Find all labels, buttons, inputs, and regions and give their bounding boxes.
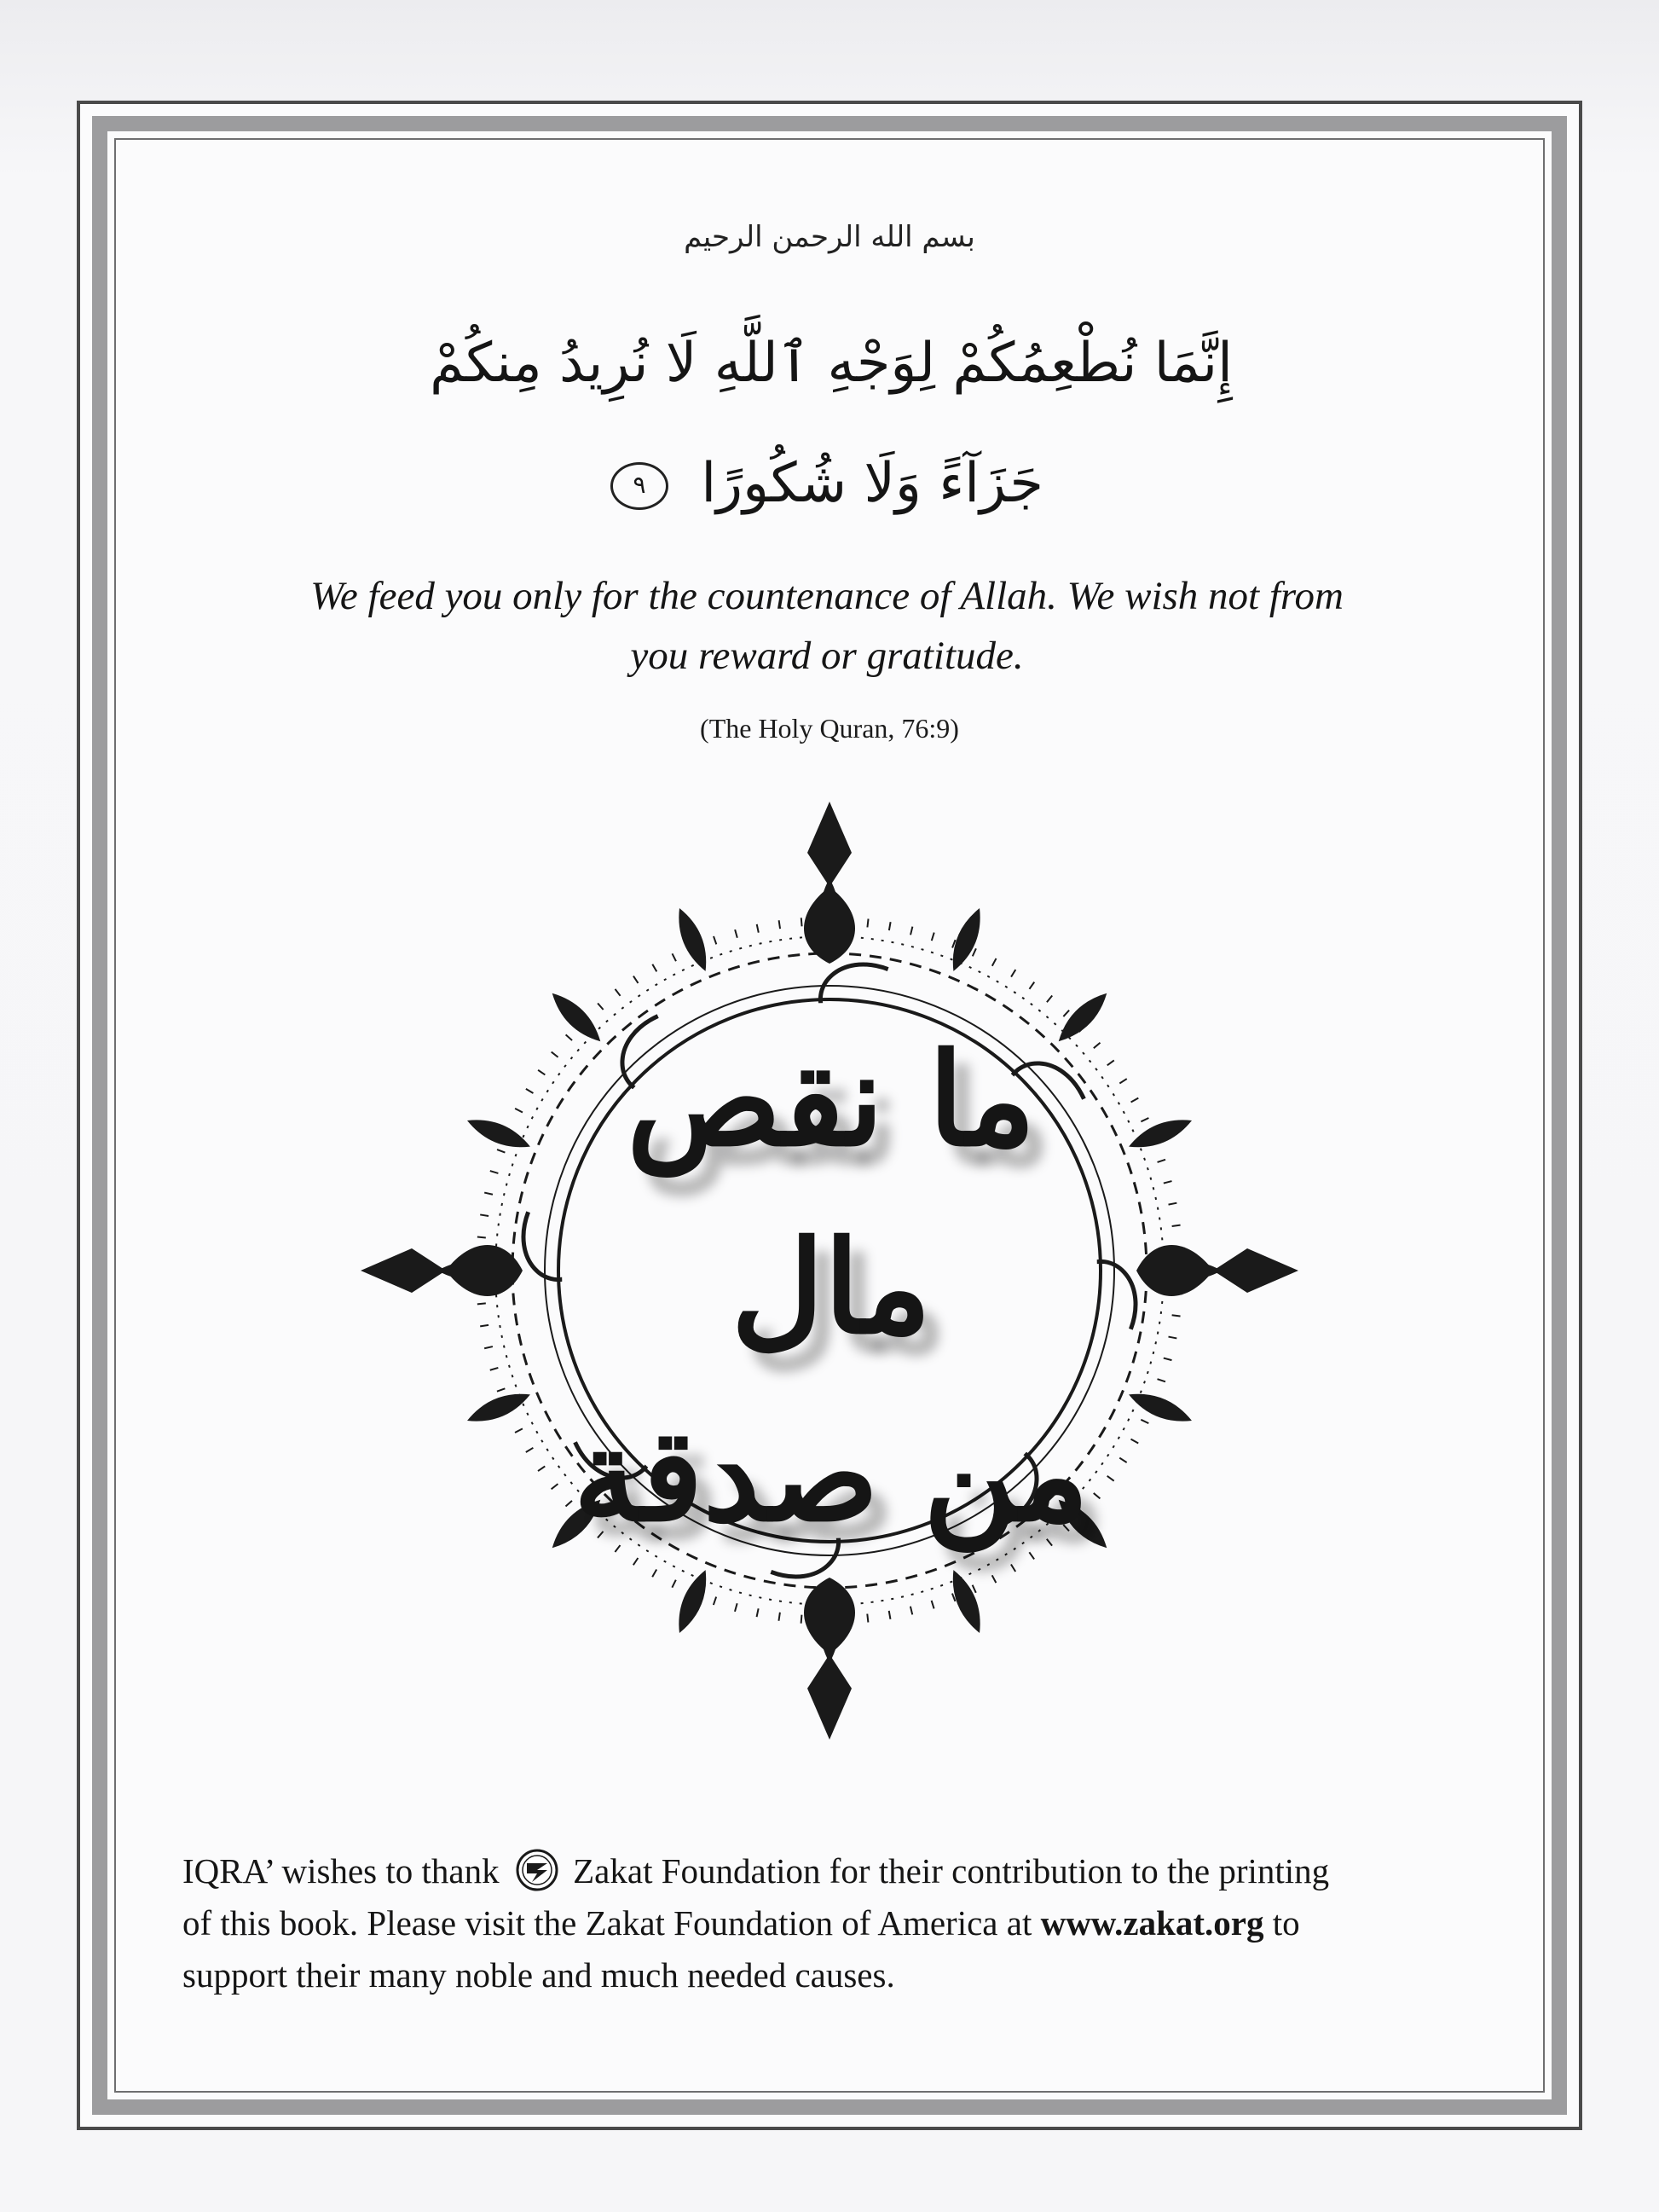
translation-line-2: you reward or gratitude. (630, 634, 1024, 678)
acknowledgement-paragraph (182, 1845, 1512, 2001)
arabic-calligraphy (554, 1006, 1108, 1550)
verse-translation (230, 566, 1424, 686)
calligraphy-line-2: من صدقة (573, 1400, 1090, 1550)
acknowledgement-text-after-logo: Zakat Foundation for their contribution to the printing (573, 1851, 1330, 1891)
calligraphy-line-1: ما نقص مال (627, 1025, 1036, 1363)
quran-verse-line-2 (546, 452, 1108, 515)
zakat-foundation-logo-icon (515, 1848, 559, 1892)
quran-verse-line-2-text: جَزَآءً وَلَا شُكُورًا (701, 452, 1043, 515)
ayah-number-marker: ٩ (610, 462, 668, 510)
translation-line-1: We feed you only for the countenance of Allah. We wish not from (310, 574, 1344, 618)
zakat-website-link[interactable]: www.zakat.org (1040, 1903, 1264, 1943)
acknowledgement-line-2-end: to (1272, 1903, 1300, 1943)
basmala: بسم الله الرحمن الرحيم (684, 220, 975, 254)
quran-verse-line-1: إِنَّمَا نُطْعِمُكُمْ لِوَجْهِ ٱللَّهِ لَا نُرِيدُ مِنكُمْ (430, 332, 1233, 395)
acknowledgement-line-2 (182, 1897, 1512, 1949)
acknowledgement-line-3: support their many noble and much needed causes. (182, 1955, 895, 1995)
acknowledgement-text-before-logo: IQRA’ wishes to thank (182, 1851, 500, 1891)
acknowledgement-line-1 (182, 1845, 1512, 1897)
verse-citation: (The Holy Quran, 76:9) (700, 713, 959, 744)
acknowledgement-line-2-text: of this book. Please visit the Zakat Foundation of America at (182, 1903, 1032, 1943)
